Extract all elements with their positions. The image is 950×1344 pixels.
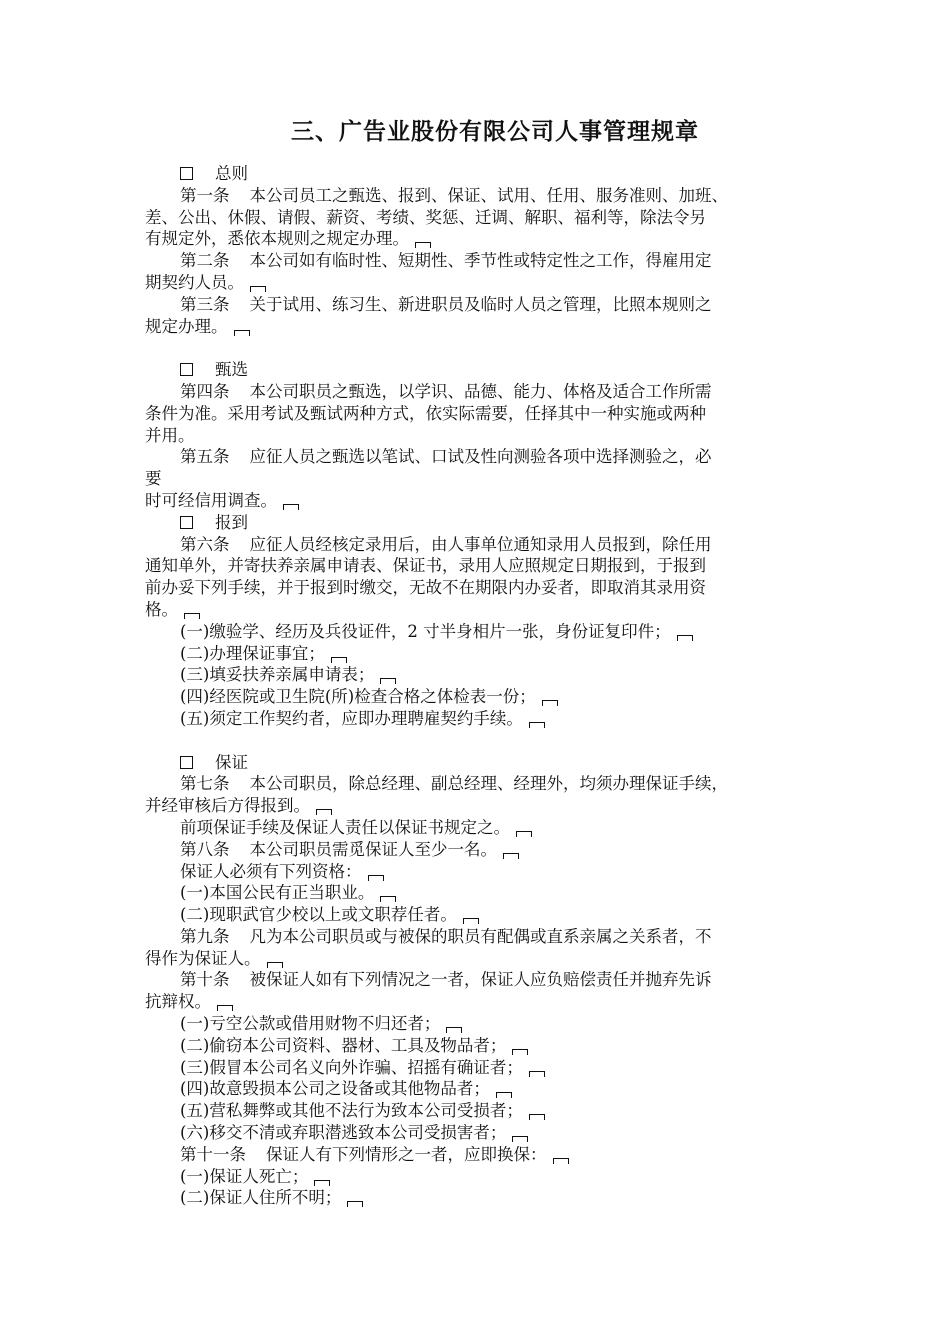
list-item: (一)缴验学、经历及兵役证件，2 寸半身相片一张，身份证复印件； bbox=[145, 621, 825, 643]
paragraph-mark-icon bbox=[553, 1158, 569, 1164]
paragraph-mark-icon bbox=[347, 1201, 363, 1207]
article-5-end: 时可经信用调查。 bbox=[145, 490, 825, 512]
checkbox-icon bbox=[180, 756, 193, 769]
article-4: 第四条 本公司职员之甄选，以学识、品德、能力、体格及适合工作所需 bbox=[180, 381, 712, 401]
paragraph-mark-icon bbox=[316, 809, 332, 815]
paragraph-mark-icon bbox=[283, 504, 299, 510]
list-item: (四)经医院或卫生院(所)检查合格之体检表一份； bbox=[145, 686, 825, 708]
list-item: (五)营私舞弊或其他不法行为致本公司受损者； bbox=[145, 1100, 825, 1122]
list-item: (二)办理保证事宜； bbox=[145, 643, 825, 665]
paragraph-mark-icon bbox=[415, 242, 431, 248]
article-6-line: 通知单外，并寄扶养亲属申请表、保证书，录用人应照规定日期报到，于报到 bbox=[145, 556, 706, 576]
article-9-end: 得作为保证人。 bbox=[145, 948, 825, 970]
paragraph-mark-icon bbox=[267, 962, 283, 968]
checkbox-icon bbox=[180, 363, 193, 376]
article-6-line: 前办妥下列手续，并于报到时缴交，无故不在期限内办妥者，即取消其录用资 bbox=[145, 578, 706, 598]
paragraph-mark-icon bbox=[529, 1071, 545, 1077]
list-item: (一)保证人死亡； bbox=[145, 1166, 825, 1188]
list-item: (一)亏空公款或借用财物不归还者； bbox=[145, 1013, 825, 1035]
paragraph-mark-icon bbox=[331, 657, 347, 663]
paragraph-mark-icon bbox=[529, 722, 545, 728]
article-1: 第一条 本公司员工之甄选、报到、保证、试用、任用、服务准则、加班、 bbox=[180, 185, 728, 205]
paragraph-mark-icon bbox=[217, 1005, 233, 1011]
document-body bbox=[145, 163, 825, 1209]
article-3: 第三条 关于试用、练习生、新进职员及临时人员之管理，比照本规则之 bbox=[180, 294, 712, 314]
paragraph-mark-icon bbox=[463, 918, 479, 924]
paragraph-mark-icon bbox=[380, 678, 396, 684]
article-6: 第六条 应征人员经核定录用后，由人事单位通知录用人员报到，除任用 bbox=[180, 534, 712, 554]
article-5-line: 要 bbox=[145, 469, 162, 489]
article-11: 第十一条 保证人有下列情形之一者，应即换保： bbox=[145, 1144, 825, 1166]
article-10: 第十条 被保证人如有下列情况之一者，保证人应负赔偿责任并抛弃先诉 bbox=[180, 970, 712, 990]
list-item: (四)故意毁损本公司之设备或其他物品者； bbox=[145, 1078, 825, 1100]
paragraph-mark-icon bbox=[368, 875, 384, 881]
article-8: 第八条 本公司职员需觅保证人至少一名。 bbox=[145, 839, 825, 861]
document-title: 三、广告业股份有限公司人事管理规章 bbox=[291, 119, 699, 145]
article-7-note: 前项保证手续及保证人责任以保证书规定之。 bbox=[145, 817, 825, 839]
article-2-end: 期契约人员。 bbox=[145, 272, 825, 294]
article-9: 第九条 凡为本公司职员或与被保的职员有配偶或直系亲属之关系者，不 bbox=[180, 926, 712, 946]
list-item: (三)假冒本公司名义向外诈骗、招摇有确证者； bbox=[145, 1057, 825, 1079]
article-3-end: 规定办理。 bbox=[145, 316, 825, 338]
paragraph-mark-icon bbox=[677, 635, 693, 641]
article-2: 第二条 本公司如有临时性、短期性、季节性或特定性之工作，得雇用定 bbox=[180, 251, 712, 271]
paragraph-mark-icon bbox=[516, 831, 532, 837]
paragraph-mark-icon bbox=[234, 330, 250, 336]
article-1-line: 差、公出、休假、请假、薪资、考绩、奖惩、迁调、解职、福利等，除法令另 bbox=[145, 207, 706, 227]
paragraph-mark-icon bbox=[512, 1049, 528, 1055]
paragraph-mark-icon bbox=[542, 700, 558, 706]
article-10-end: 抗辩权。 bbox=[145, 991, 825, 1013]
paragraph-mark-icon bbox=[503, 853, 519, 859]
paragraph-mark-icon bbox=[529, 1114, 545, 1120]
section-heading-selection: 甄选 bbox=[145, 359, 825, 381]
list-item: (二)偷窃本公司资料、器材、工具及物品者； bbox=[145, 1035, 825, 1057]
article-8-note: 保证人必须有下列资格： bbox=[145, 861, 825, 883]
article-7-end: 并经审核后方得报到。 bbox=[145, 795, 825, 817]
list-item: (一)本国公民有正当职业。 bbox=[145, 882, 825, 904]
paragraph-mark-icon bbox=[496, 1092, 512, 1098]
paragraph-mark-icon bbox=[250, 286, 266, 292]
article-4-line: 条件为准。采用考试及甄试两种方式，依实际需要，任择其中一种实施或两种 bbox=[145, 403, 706, 423]
article-5: 第五条 应征人员之甄选以笔试、口试及性向测验各项中选择测验之，必 bbox=[180, 447, 712, 467]
section-heading-report: 报到 bbox=[145, 512, 825, 534]
list-item: (三)填妥扶养亲属申请表； bbox=[145, 664, 825, 686]
checkbox-icon bbox=[180, 167, 193, 180]
article-4-end: 并用。 bbox=[145, 425, 195, 445]
article-1-end: 有规定外，悉依本规则之规定办理。 bbox=[145, 228, 825, 250]
list-item: (二)保证人住所不明； bbox=[145, 1187, 825, 1209]
list-item: (六)移交不清或弃职潜逃致本公司受损害者； bbox=[145, 1122, 825, 1144]
list-item: (二)现职武官少校以上或文职荐任者。 bbox=[145, 904, 825, 926]
checkbox-icon bbox=[180, 516, 193, 529]
paragraph-mark-icon bbox=[184, 613, 200, 619]
section-heading-general: 总则 bbox=[145, 163, 825, 185]
paragraph-mark-icon bbox=[314, 1180, 330, 1186]
paragraph-mark-icon bbox=[446, 1027, 462, 1033]
section-heading-guarantee: 保证 bbox=[145, 752, 825, 774]
paragraph-mark-icon bbox=[380, 896, 396, 902]
article-6-end: 格。 bbox=[145, 599, 825, 621]
list-item: (五)须定工作契约者，应即办理聘雇契约手续。 bbox=[145, 708, 825, 730]
article-7: 第七条 本公司职员，除总经理、副总经理、经理外，均须办理保证手续， bbox=[180, 774, 728, 794]
paragraph-mark-icon bbox=[512, 1136, 528, 1142]
